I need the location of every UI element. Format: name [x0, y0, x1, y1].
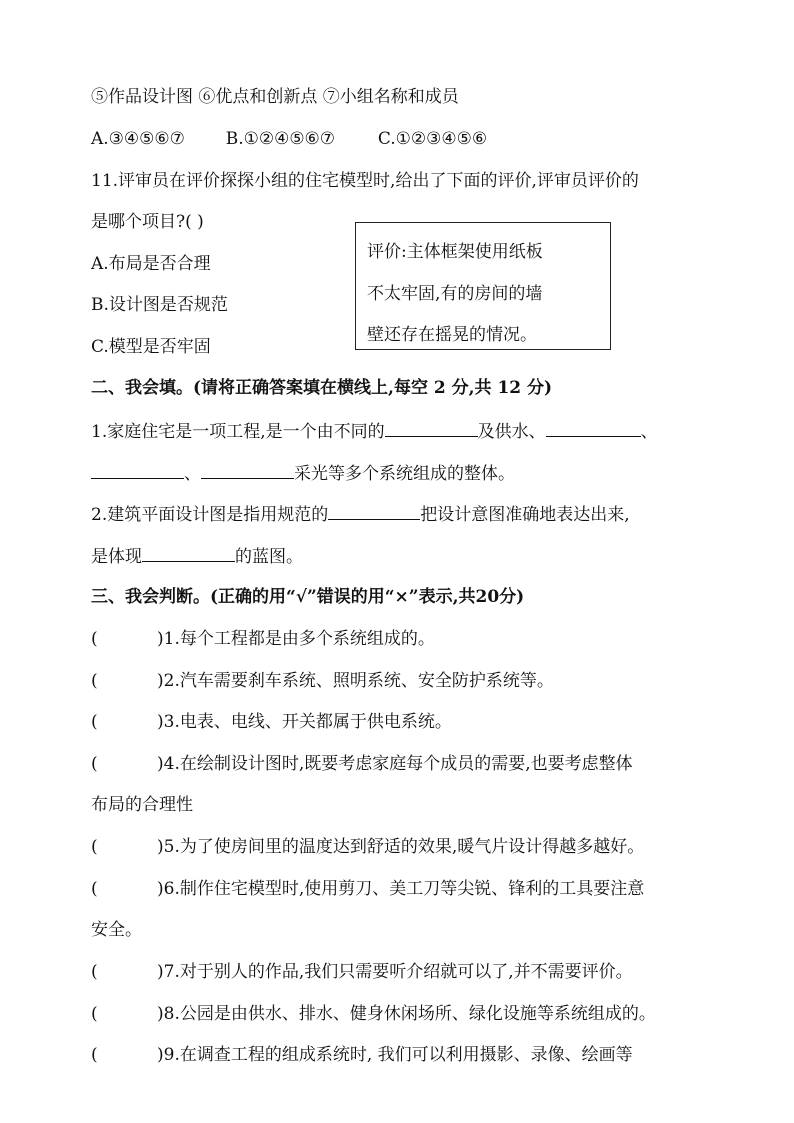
- judge-item-8: ( )8.公园是由供水、排水、健身休闲场所、绿化设施等系统组成的。: [91, 1004, 656, 1024]
- q10-options: [91, 128, 487, 150]
- q11-option-b: B.设计图是否规范: [91, 295, 228, 315]
- answer-blank[interactable]: [385, 420, 478, 437]
- judge-item-2: ( )2.汽车需要刹车系统、照明系统、安全防护系统等。: [91, 671, 554, 691]
- fill-q1-line2: 、 采光等多个系统组成的整体。: [91, 462, 515, 485]
- q10-option-a: A.③④⑤⑥⑦: [91, 129, 185, 149]
- answer-blank[interactable]: [142, 545, 235, 562]
- section2-heading: 二、我会填。(请将正确答案填在横线上,每空 2 分,共 12 分): [91, 378, 553, 398]
- answer-paren[interactable]: (: [91, 837, 98, 857]
- evaluation-line-1: 评价:主体框架使用纸板: [367, 242, 543, 262]
- evaluation-line-2: 不太牢固,有的房间的墙: [367, 284, 543, 304]
- judge-item-7: ( )7.对于别人的作品,我们只需要听介绍就可以了,并不需要评价。: [91, 962, 633, 982]
- q11-stem-line1: 11.评审员在评价探探小组的住宅模型时,给出了下面的评价,评审员评价的: [91, 171, 639, 191]
- judge-item-4: ( )4.在绘制设计图时,既要考虑家庭每个成员的需要,也要考虑整体: [91, 754, 633, 774]
- answer-paren[interactable]: (: [91, 712, 98, 732]
- answer-paren[interactable]: (: [91, 629, 98, 649]
- fill-q2-line1: 2.建筑平面设计图是指用规范的 把设计意图准确地表达出来,: [91, 505, 630, 525]
- answer-paren[interactable]: (: [91, 1045, 98, 1065]
- q11-option-a: A.布局是否合理: [91, 254, 211, 274]
- judge-item-3: ( )3.电表、电线、开关都属于供电系统。: [91, 712, 452, 732]
- answer-blank[interactable]: [328, 503, 420, 520]
- answer-paren[interactable]: (: [91, 671, 98, 691]
- q10-items: ⑤作品设计图 ⑥优点和创新点 ⑦小组名称和成员: [91, 87, 459, 107]
- answer-blank[interactable]: [201, 462, 294, 479]
- answer-paren[interactable]: (: [91, 962, 98, 982]
- answer-blank[interactable]: [91, 462, 184, 479]
- judge-item-9: ( )9.在调查工程的组成系统时, 我们可以利用摄影、录像、绘画等: [91, 1045, 633, 1065]
- judge-item-1: ( )1.每个工程都是由多个系统组成的。: [91, 629, 435, 649]
- evaluation-box: [355, 222, 611, 350]
- q10-option-b: B.①②④⑤⑥⑦: [225, 129, 336, 149]
- fill-q2-line2: 是体现 的蓝图。: [91, 547, 303, 567]
- q10-option-c: C.①②③④⑤⑥: [377, 129, 488, 149]
- judge-item-4-cont: 布局的合理性: [91, 795, 193, 815]
- q11-option-c: C.模型是否牢固: [91, 337, 211, 357]
- q11-stem-line2: 是哪个项目?( ): [91, 212, 204, 232]
- section3-heading: 三、我会判断。(正确的用“√”错误的用“×”表示,共20分): [91, 587, 525, 607]
- answer-paren[interactable]: (: [91, 754, 98, 774]
- judge-item-6: ( )6.制作住宅模型时,使用剪刀、美工刀等尖锐、锋利的工具要注意: [91, 879, 645, 899]
- answer-paren[interactable]: (: [91, 879, 98, 899]
- judge-item-5: ( )5.为了使房间里的温度达到舒适的效果,暖气片设计得越多越好。: [91, 837, 645, 857]
- judge-item-6-cont: 安全。: [91, 920, 142, 940]
- answer-blank[interactable]: [546, 420, 641, 437]
- fill-q1-line1: 1.家庭住宅是一项工程,是一个由不同的 及供水、 、: [91, 422, 658, 442]
- answer-paren[interactable]: (: [91, 1004, 98, 1024]
- evaluation-line-3: 壁还存在摇晃的情况。: [367, 325, 537, 345]
